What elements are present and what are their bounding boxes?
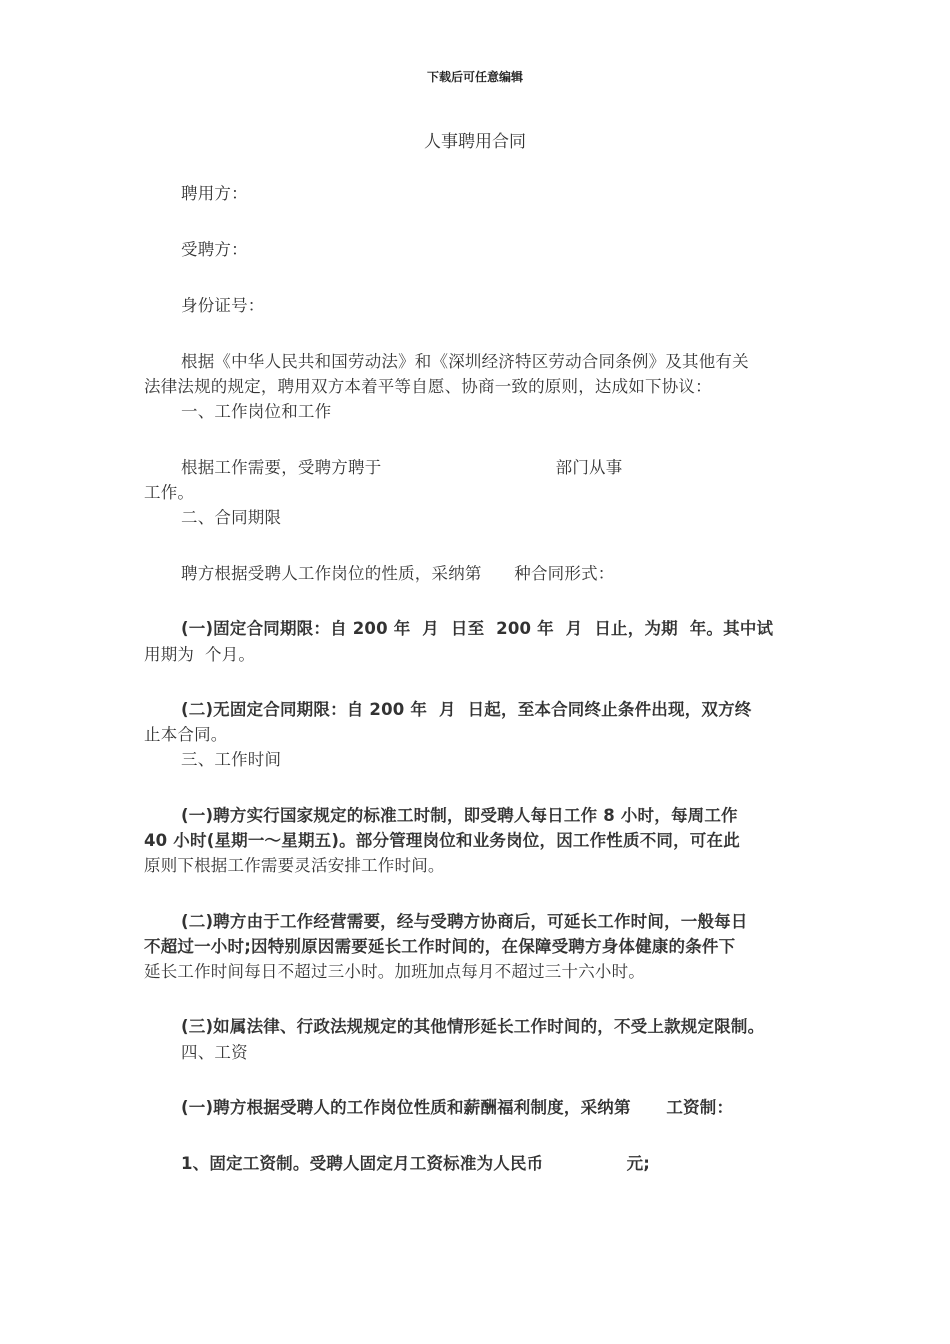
section2-intro: 聘方根据受聘人工作岗位的性质，采纳第 种合同形式： — [181, 564, 615, 583]
work-hours-p3-line-1: (三)如属法律、行政法规规定的其他情形延长工作时间的，不受上款规定限制。 — [181, 1017, 765, 1036]
employee-field: 受聘方： — [181, 240, 248, 259]
document-title: 人事聘用合同 — [424, 132, 526, 152]
fixed-term-line-1: (一)固定合同期限：自 200 年 月 日至 200 年 月 日止，为期 年。其中试 — [181, 619, 774, 638]
section4-heading: 四、工资 — [181, 1043, 248, 1062]
salary-p1-line-1: (一)聘方根据受聘人的工作岗位性质和薪酬福利制度，采纳第 工资制： — [181, 1098, 734, 1117]
work-hours-p1-line-1: (一)聘方实行国家规定的标准工时制，即受聘人每日工作 8 小时，每周工作 — [181, 806, 738, 825]
header-note: 下载后可任意编辑 — [426, 70, 523, 84]
section2-heading: 二、合同期限 — [181, 508, 282, 527]
section1-heading: 一、工作岗位和工作 — [181, 402, 332, 421]
salary-item1-line-1: 1、固定工资制。受聘人固定月工资标准为人民币 元; — [181, 1154, 651, 1173]
work-hours-p2-line-1: (二)聘方由于工作经营需要，经与受聘方协商后，可延长工作时间，一般每日 — [181, 912, 748, 931]
section3-heading: 三、工作时间 — [181, 750, 282, 769]
open-term-line-1: (二)无固定合同期限：自 200 年 月 日起，至本合同终止条件出现，双方终 — [181, 700, 752, 719]
section1-line-2: 工作。 — [144, 483, 195, 502]
employer-field: 聘用方： — [181, 184, 248, 203]
preamble-line-1: 根据《中华人民共和国劳动法》和《深圳经济特区劳动合同条例》及其他有关 — [181, 352, 749, 371]
work-hours-p1-line-3: 原则下根据工作需要灵活安排工作时间。 — [144, 856, 445, 875]
fixed-term-line-2: 用期为 个月。 — [144, 645, 256, 664]
work-hours-p1-line-2: 40 小时(星期一～星期五)。部分管理岗位和业务岗位，因工作性质不同，可在此 — [144, 831, 740, 850]
work-hours-p2-line-3: 延长工作时间每日不超过三小时。加班加点每月不超过三十六小时。 — [144, 962, 645, 981]
preamble-line-2: 法律法规的规定，聘用双方本着平等自愿、协商一致的原则，达成如下协议： — [144, 377, 712, 396]
work-hours-p2-line-2: 不超过一小时;因特别原因需要延长工作时间的，在保障受聘方身体健康的条件下 — [144, 937, 736, 956]
section1-line-1: 根据工作需要，受聘方聘于 部门从事 — [181, 458, 623, 477]
id-number-field: 身份证号： — [181, 296, 265, 315]
open-term-line-2: 止本合同。 — [144, 725, 228, 744]
